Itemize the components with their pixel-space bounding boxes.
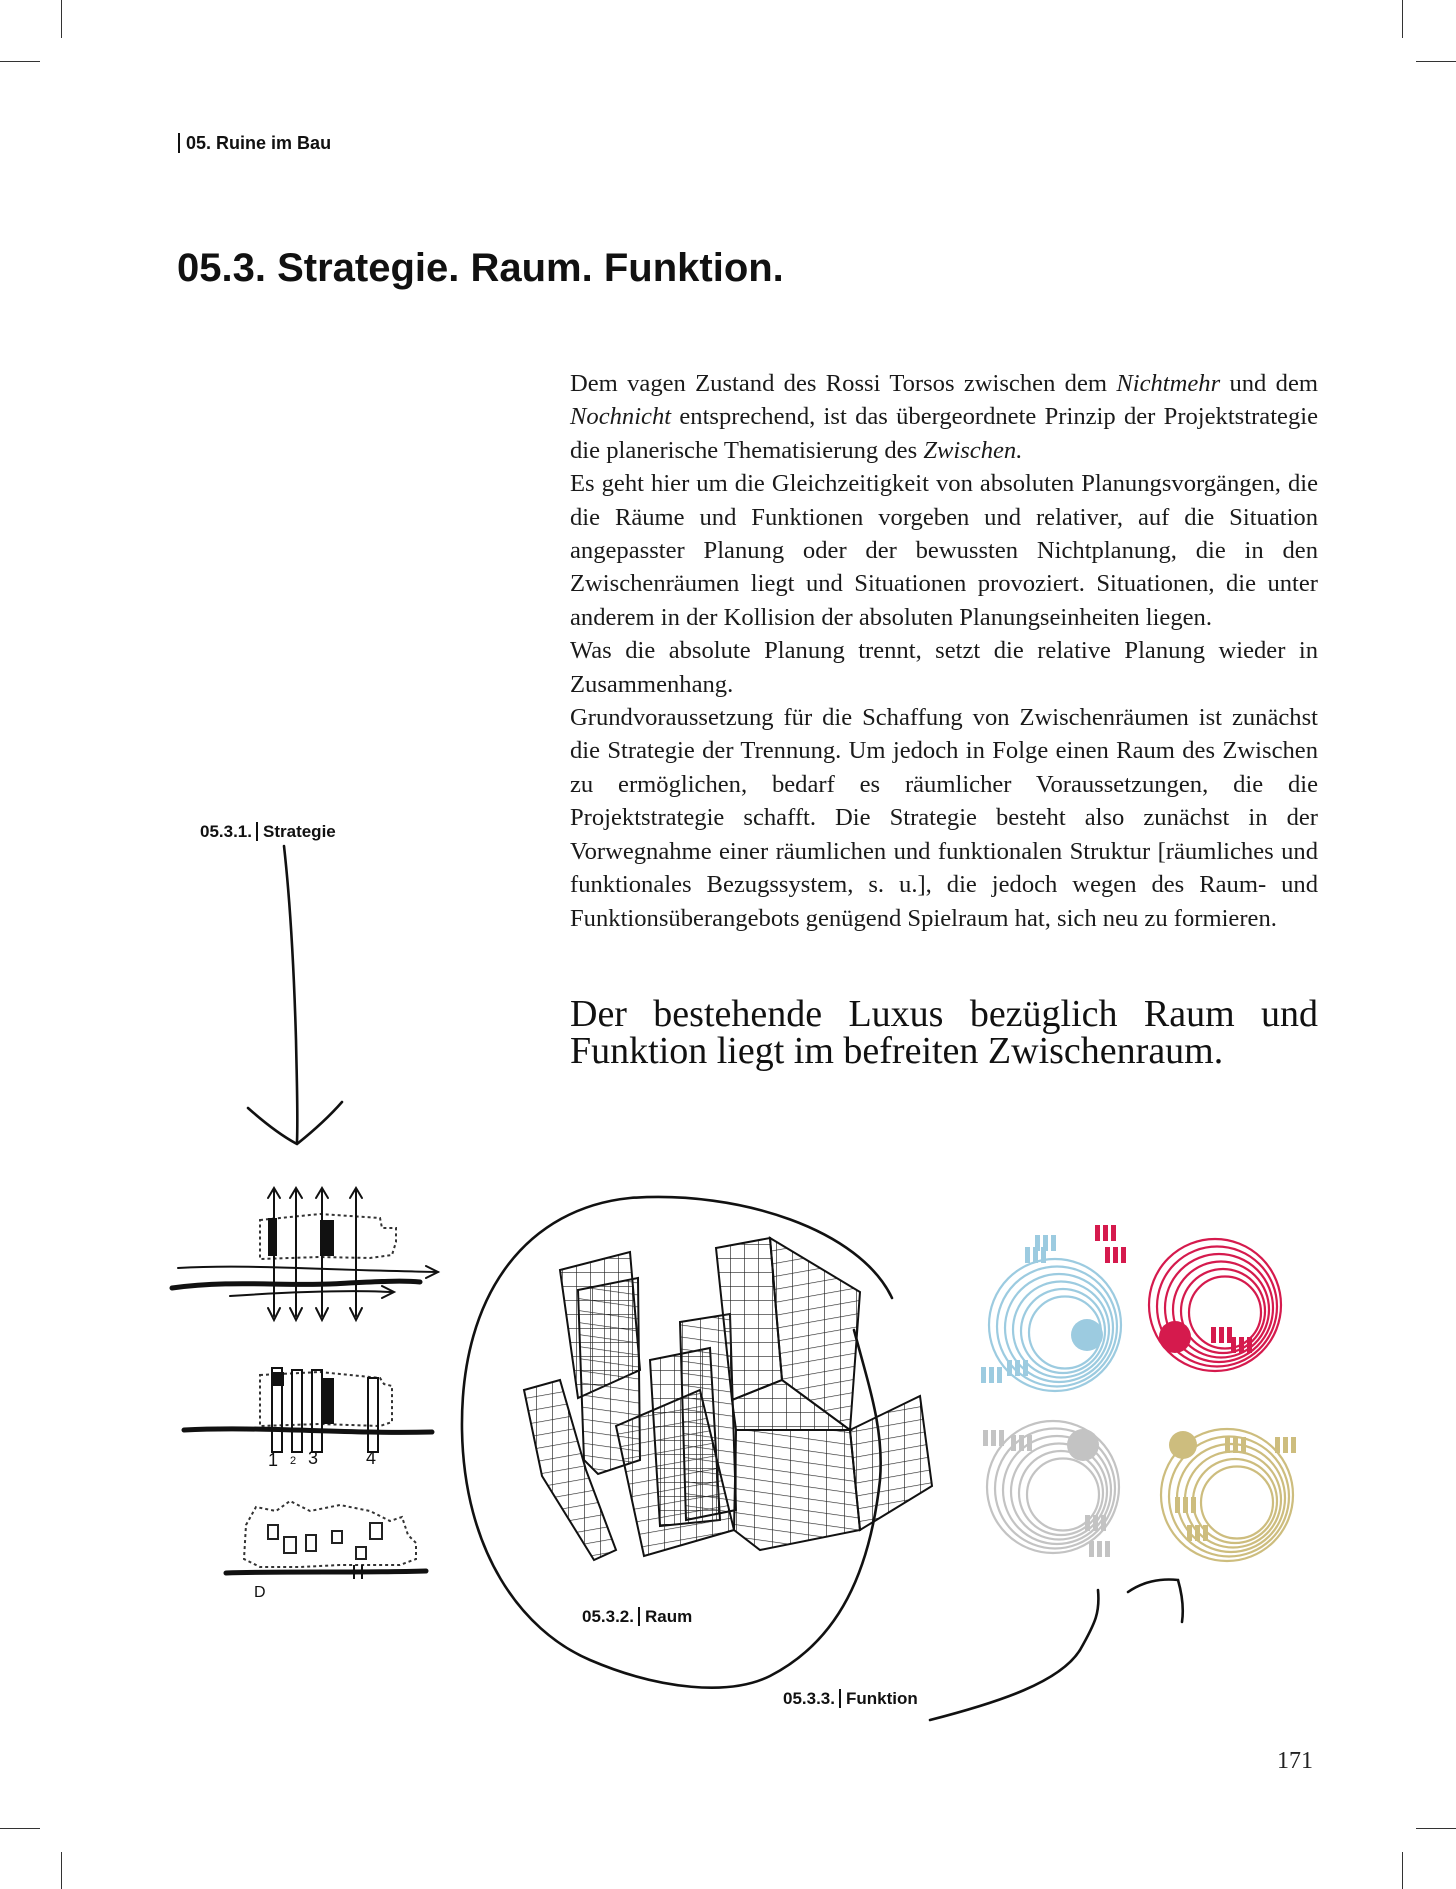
- label-number: 05.3.3.: [783, 1689, 835, 1708]
- bar-mark: [1175, 1497, 1196, 1513]
- running-head: [178, 133, 331, 154]
- bar-mark: [1187, 1525, 1208, 1541]
- sketch-letter: D: [254, 1584, 266, 1601]
- text-run: Dem vagen Zustand des Rossi Torsos zwischen dem: [570, 370, 1117, 397]
- ring-center-dot: [1169, 1431, 1197, 1459]
- label-title: Strategie: [256, 822, 336, 841]
- sketch-number-4: 4: [366, 1448, 377, 1468]
- bar-mark: [1011, 1435, 1032, 1451]
- bar-mark: [1105, 1247, 1126, 1263]
- body-text: [570, 367, 1318, 935]
- emphasis: Nichtmehr: [1116, 370, 1221, 397]
- section-title: 05.3. Strategie. Raum. Funktion.: [177, 246, 784, 290]
- strategy-arrow: [240, 840, 350, 1160]
- page-number: 171: [1277, 1748, 1313, 1774]
- bar-mark: [1007, 1360, 1028, 1376]
- text-run: entsprechend, ist das übergeordnete Prinzip der Projektstrategie die planerische Thematisierung des: [570, 403, 1318, 464]
- crop-mark: [61, 1852, 62, 1889]
- label-number: 05.3.1.: [200, 822, 252, 841]
- emphasis: Zwischen.: [923, 436, 1023, 464]
- bar-mark: [1225, 1437, 1246, 1453]
- ring: [1019, 1451, 1103, 1535]
- crop-mark: [1402, 0, 1403, 38]
- label-number: 05.3.2.: [582, 1607, 634, 1626]
- crop-mark: [1402, 1852, 1403, 1889]
- ring-center-dot: [1071, 1319, 1103, 1351]
- grey-ring-cluster: [983, 1421, 1119, 1557]
- bar-mark: [1275, 1437, 1296, 1453]
- crop-mark: [1416, 1828, 1456, 1829]
- sketch-number-1: 1: [268, 1450, 279, 1470]
- bar-mark: [1089, 1541, 1110, 1557]
- text-run: und dem: [1220, 370, 1319, 397]
- strategy-sketch-middle: [180, 1360, 440, 1470]
- ring-center-dot: [1159, 1321, 1191, 1353]
- paragraph-2: Es geht hier um die Gleichzeitigkeit von absoluten Planungsvorgängen, die die Räume und Funktionen vorgeben und relativer, auf die Situation angepasster Planung oder der bewussten Nichtplanung, die in den Zwischenräumen liegt und Situationen provoziert. Situationen, die unter anderem in der Kollision der absoluten Planungseinheiten liegen.: [570, 470, 1318, 631]
- crop-mark: [1416, 61, 1456, 62]
- olive-ring-cluster: [1161, 1429, 1296, 1561]
- crop-mark: [0, 1828, 40, 1829]
- label-title: Raum: [638, 1607, 692, 1626]
- funktion-circle-diagram: [975, 1225, 1320, 1585]
- bar-mark: [981, 1367, 1002, 1383]
- label-title: Funktion: [839, 1689, 918, 1708]
- callout-statement: Der bestehende Luxus bezüglich Raum und Funktion liegt im befreiten Zwischenraum.: [570, 993, 1318, 1072]
- paragraph-4: Grundvoraussetzung für die Schaffung von Zwischenräumen ist zunächst die Strategie der Trennung. Um jedoch in Folge einen Raum des Zwischen zu ermöglichen, bedarf es räumlicher Voraussetzungen, die die Projektstrategie schafft. Die Strategie besteht also zunächst in der Vorwegnahme einer räumlichen und funktionalen Struktur [räumliches und funktionales Bezugssystem, s. u.], die jedoch wegen des Raum- und Funktionsüberangebots genügend Spielraum hat, sich neu zu formieren.: [570, 704, 1318, 932]
- bar-mark: [1095, 1225, 1116, 1241]
- paragraph-1: [570, 367, 1318, 467]
- emphasis: Nochnicht: [570, 403, 672, 431]
- cyan-ring-cluster: [981, 1235, 1121, 1391]
- ring-center-dot: [1067, 1429, 1099, 1461]
- bar-mark: [1025, 1247, 1046, 1263]
- running-head-title: Ruine im Bau: [216, 133, 332, 153]
- strategy-sketch-top: [170, 1180, 450, 1340]
- bar-mark: [1085, 1515, 1106, 1531]
- crop-mark: [61, 0, 62, 38]
- crop-mark: [0, 61, 40, 62]
- strategy-sketch-bottom: [220, 1495, 430, 1600]
- bar-mark: [1211, 1327, 1232, 1343]
- bar-mark: [983, 1430, 1004, 1446]
- ring: [1201, 1467, 1273, 1539]
- raum-wireframe-building: [520, 1230, 980, 1570]
- magenta-ring-cluster: [1095, 1225, 1281, 1371]
- bar-mark: [1231, 1337, 1252, 1353]
- paragraph-3: Was die absolute Planung trennt, setzt die relative Planung wieder in Zusammenhang.: [570, 637, 1318, 698]
- sketch-number-2: 2: [290, 1455, 297, 1467]
- sketch-number-3: 3: [308, 1448, 319, 1468]
- running-head-number: 05.: [178, 133, 211, 153]
- label-strategie: [200, 822, 336, 842]
